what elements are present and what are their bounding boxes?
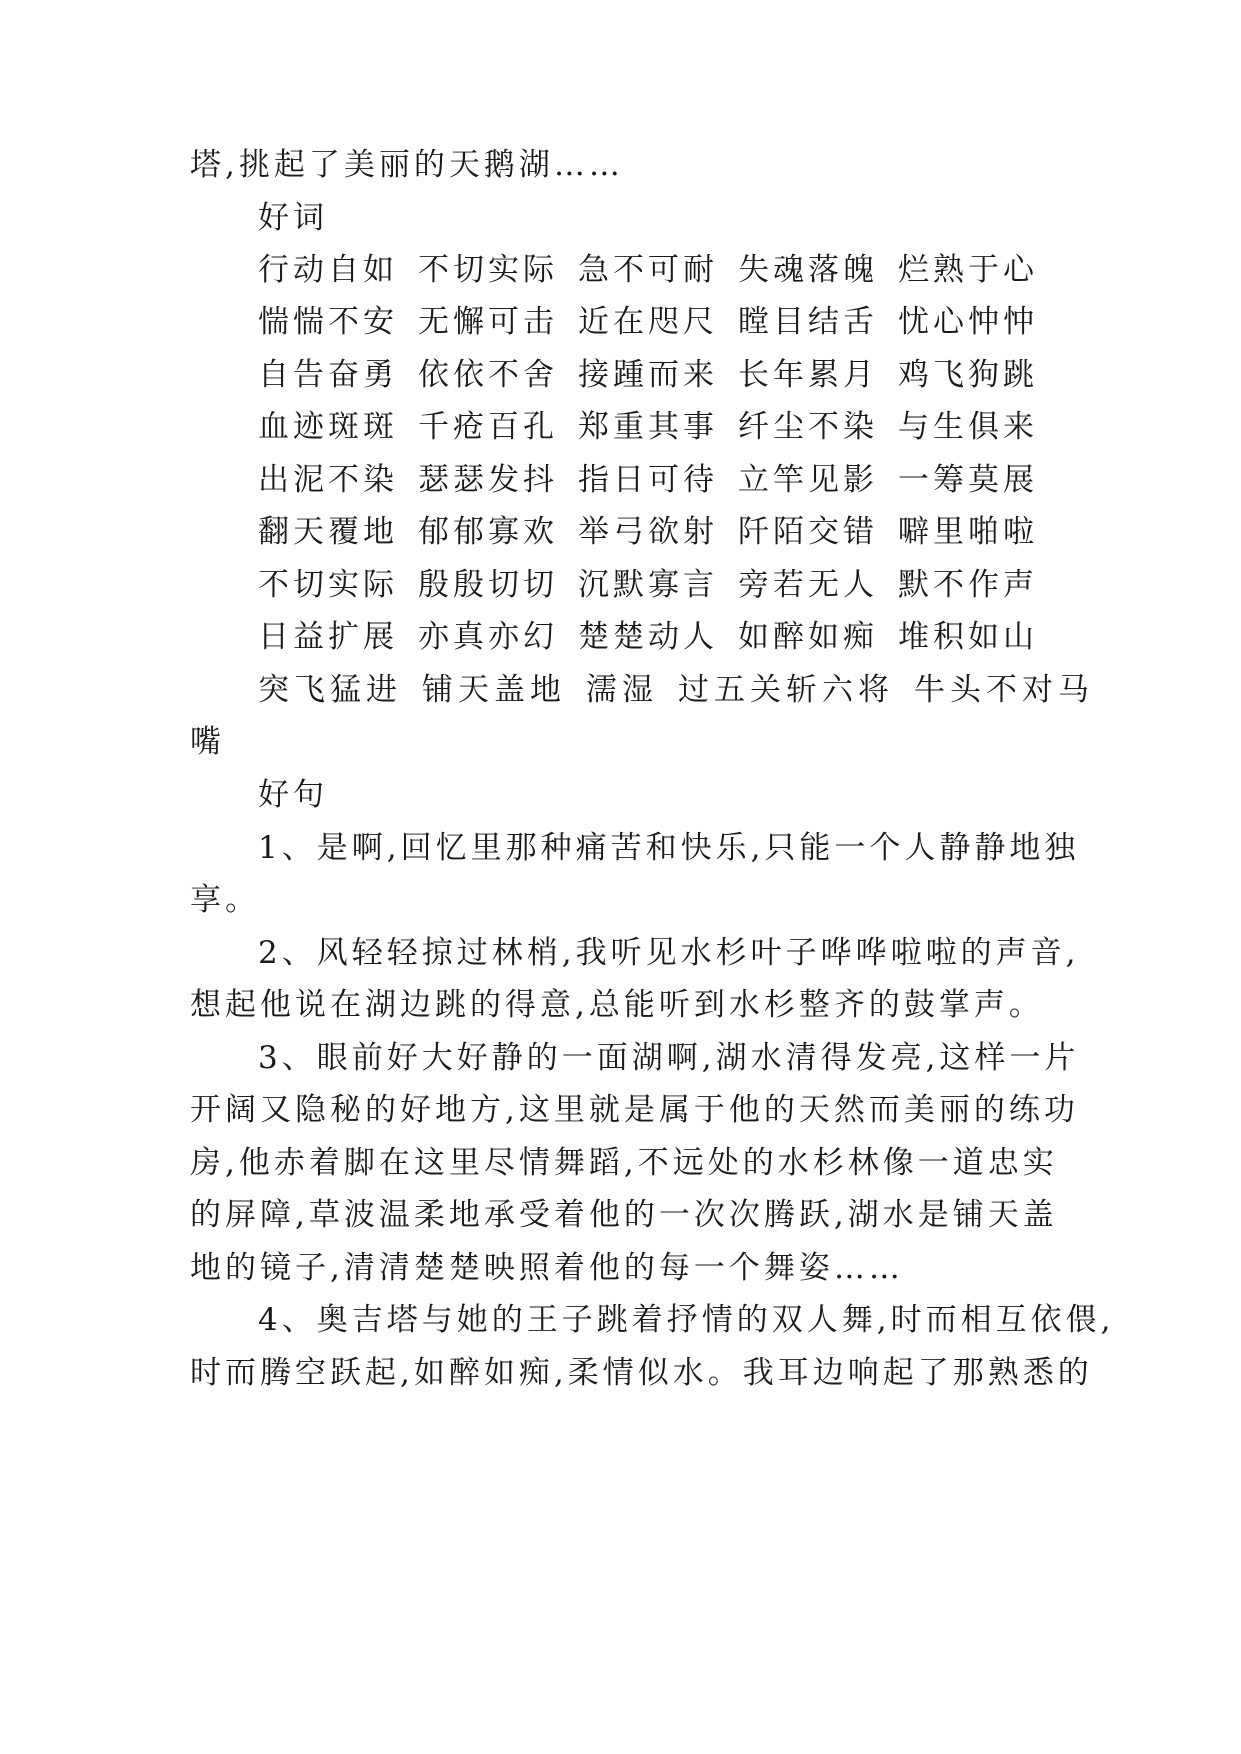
word-row <box>258 302 1070 342</box>
word-row <box>258 617 1070 657</box>
word-row <box>258 460 1070 500</box>
word-row <box>258 407 1070 447</box>
text-line: 塔,挑起了美丽的天鹅湖…… <box>190 147 624 183</box>
word: 郁郁寡欢 <box>418 514 558 550</box>
word: 翻天覆地 <box>258 514 398 550</box>
word: 日益扩展 <box>258 619 398 655</box>
word: 楚楚动人 <box>578 619 718 655</box>
word: 鸡飞狗跳 <box>898 357 1038 393</box>
sentence-line: 房,他赤着脚在这里尽情舞蹈,不远处的水杉林像一道忠实 <box>190 1145 1058 1181</box>
sentence-line: 地的镜子,清清楚楚映照着他的每一个舞姿…… <box>190 1250 904 1286</box>
section-heading-good-sentences: 好句 <box>258 777 328 813</box>
word-row <box>258 670 1094 710</box>
word: 与生俱来 <box>898 409 1038 445</box>
word: 不切实际 <box>418 252 558 288</box>
word: 接踵而来 <box>578 357 718 393</box>
word: 堆积如山 <box>898 619 1038 655</box>
word: 血迹斑斑 <box>258 409 398 445</box>
word: 旁若无人 <box>738 567 878 603</box>
word-row <box>258 512 1070 552</box>
sentence-line: 1、是啊,回忆里那种痛苦和快乐,只能一个人静静地独 <box>258 830 1080 866</box>
sentence-line: 2、风轻轻掠过林梢,我听见水杉叶子哗哗啦啦的声音, <box>258 935 1080 971</box>
text-line: 嘴 <box>190 724 225 760</box>
word: 一筹莫展 <box>898 462 1038 498</box>
word-row <box>258 250 1070 290</box>
word: 失魂落魄 <box>738 252 878 288</box>
word: 噼里啪啦 <box>898 514 1038 550</box>
word: 纤尘不染 <box>738 409 878 445</box>
word: 惴惴不安 <box>258 304 398 340</box>
word: 自告奋勇 <box>258 357 398 393</box>
word: 不切实际 <box>258 567 398 603</box>
word: 指日可待 <box>578 462 718 498</box>
sentence-line: 开阔又隐秘的好地方,这里就是属于他的天然而美丽的练功 <box>190 1092 1079 1128</box>
word: 亦真亦幻 <box>418 619 558 655</box>
word: 铺天盖地 <box>422 672 566 708</box>
section-heading-good-words: 好词 <box>258 200 328 236</box>
word: 殷殷切切 <box>418 567 558 603</box>
word: 郑重其事 <box>578 409 718 445</box>
word: 忧心忡忡 <box>898 304 1038 340</box>
sentence-line: 3、眼前好大好静的一面湖啊,湖水清得发亮,这样一片 <box>258 1040 1080 1076</box>
word: 长年累月 <box>738 357 878 393</box>
word: 烂熟于心 <box>898 252 1038 288</box>
word: 阡陌交错 <box>738 514 878 550</box>
word: 行动自如 <box>258 252 398 288</box>
word: 牛头不对马 <box>914 672 1094 708</box>
word: 瑟瑟发抖 <box>418 462 558 498</box>
word-row <box>258 565 1070 605</box>
word: 近在咫尺 <box>578 304 718 340</box>
word: 默不作声 <box>898 567 1038 603</box>
word: 突飞猛进 <box>258 672 402 708</box>
word: 瞠目结舌 <box>738 304 878 340</box>
sentence-line: 想起他说在湖边跳的得意,总能听到水杉整齐的鼓掌声。 <box>190 987 1044 1023</box>
word: 沉默寡言 <box>578 567 718 603</box>
word: 急不可耐 <box>578 252 718 288</box>
sentence-line: 享。 <box>190 882 260 918</box>
word: 出泥不染 <box>258 462 398 498</box>
word-row <box>258 355 1070 395</box>
word: 濡湿 <box>586 672 658 708</box>
sentence-line: 时而腾空跃起,如醉如痴,柔情似水。我耳边响起了那熟悉的 <box>190 1355 1093 1391</box>
word: 过五关斩六将 <box>678 672 894 708</box>
word: 如醉如痴 <box>738 619 878 655</box>
word: 立竿见影 <box>738 462 878 498</box>
word: 无懈可击 <box>418 304 558 340</box>
word: 千疮百孔 <box>418 409 558 445</box>
sentence-line: 的屏障,草波温柔地承受着他的一次次腾跃,湖水是铺天盖 <box>190 1197 1058 1233</box>
word: 举弓欲射 <box>578 514 718 550</box>
word: 依依不舍 <box>418 357 558 393</box>
sentence-line: 4、奥吉塔与她的王子跳着抒情的双人舞,时而相互依偎, <box>258 1302 1115 1338</box>
